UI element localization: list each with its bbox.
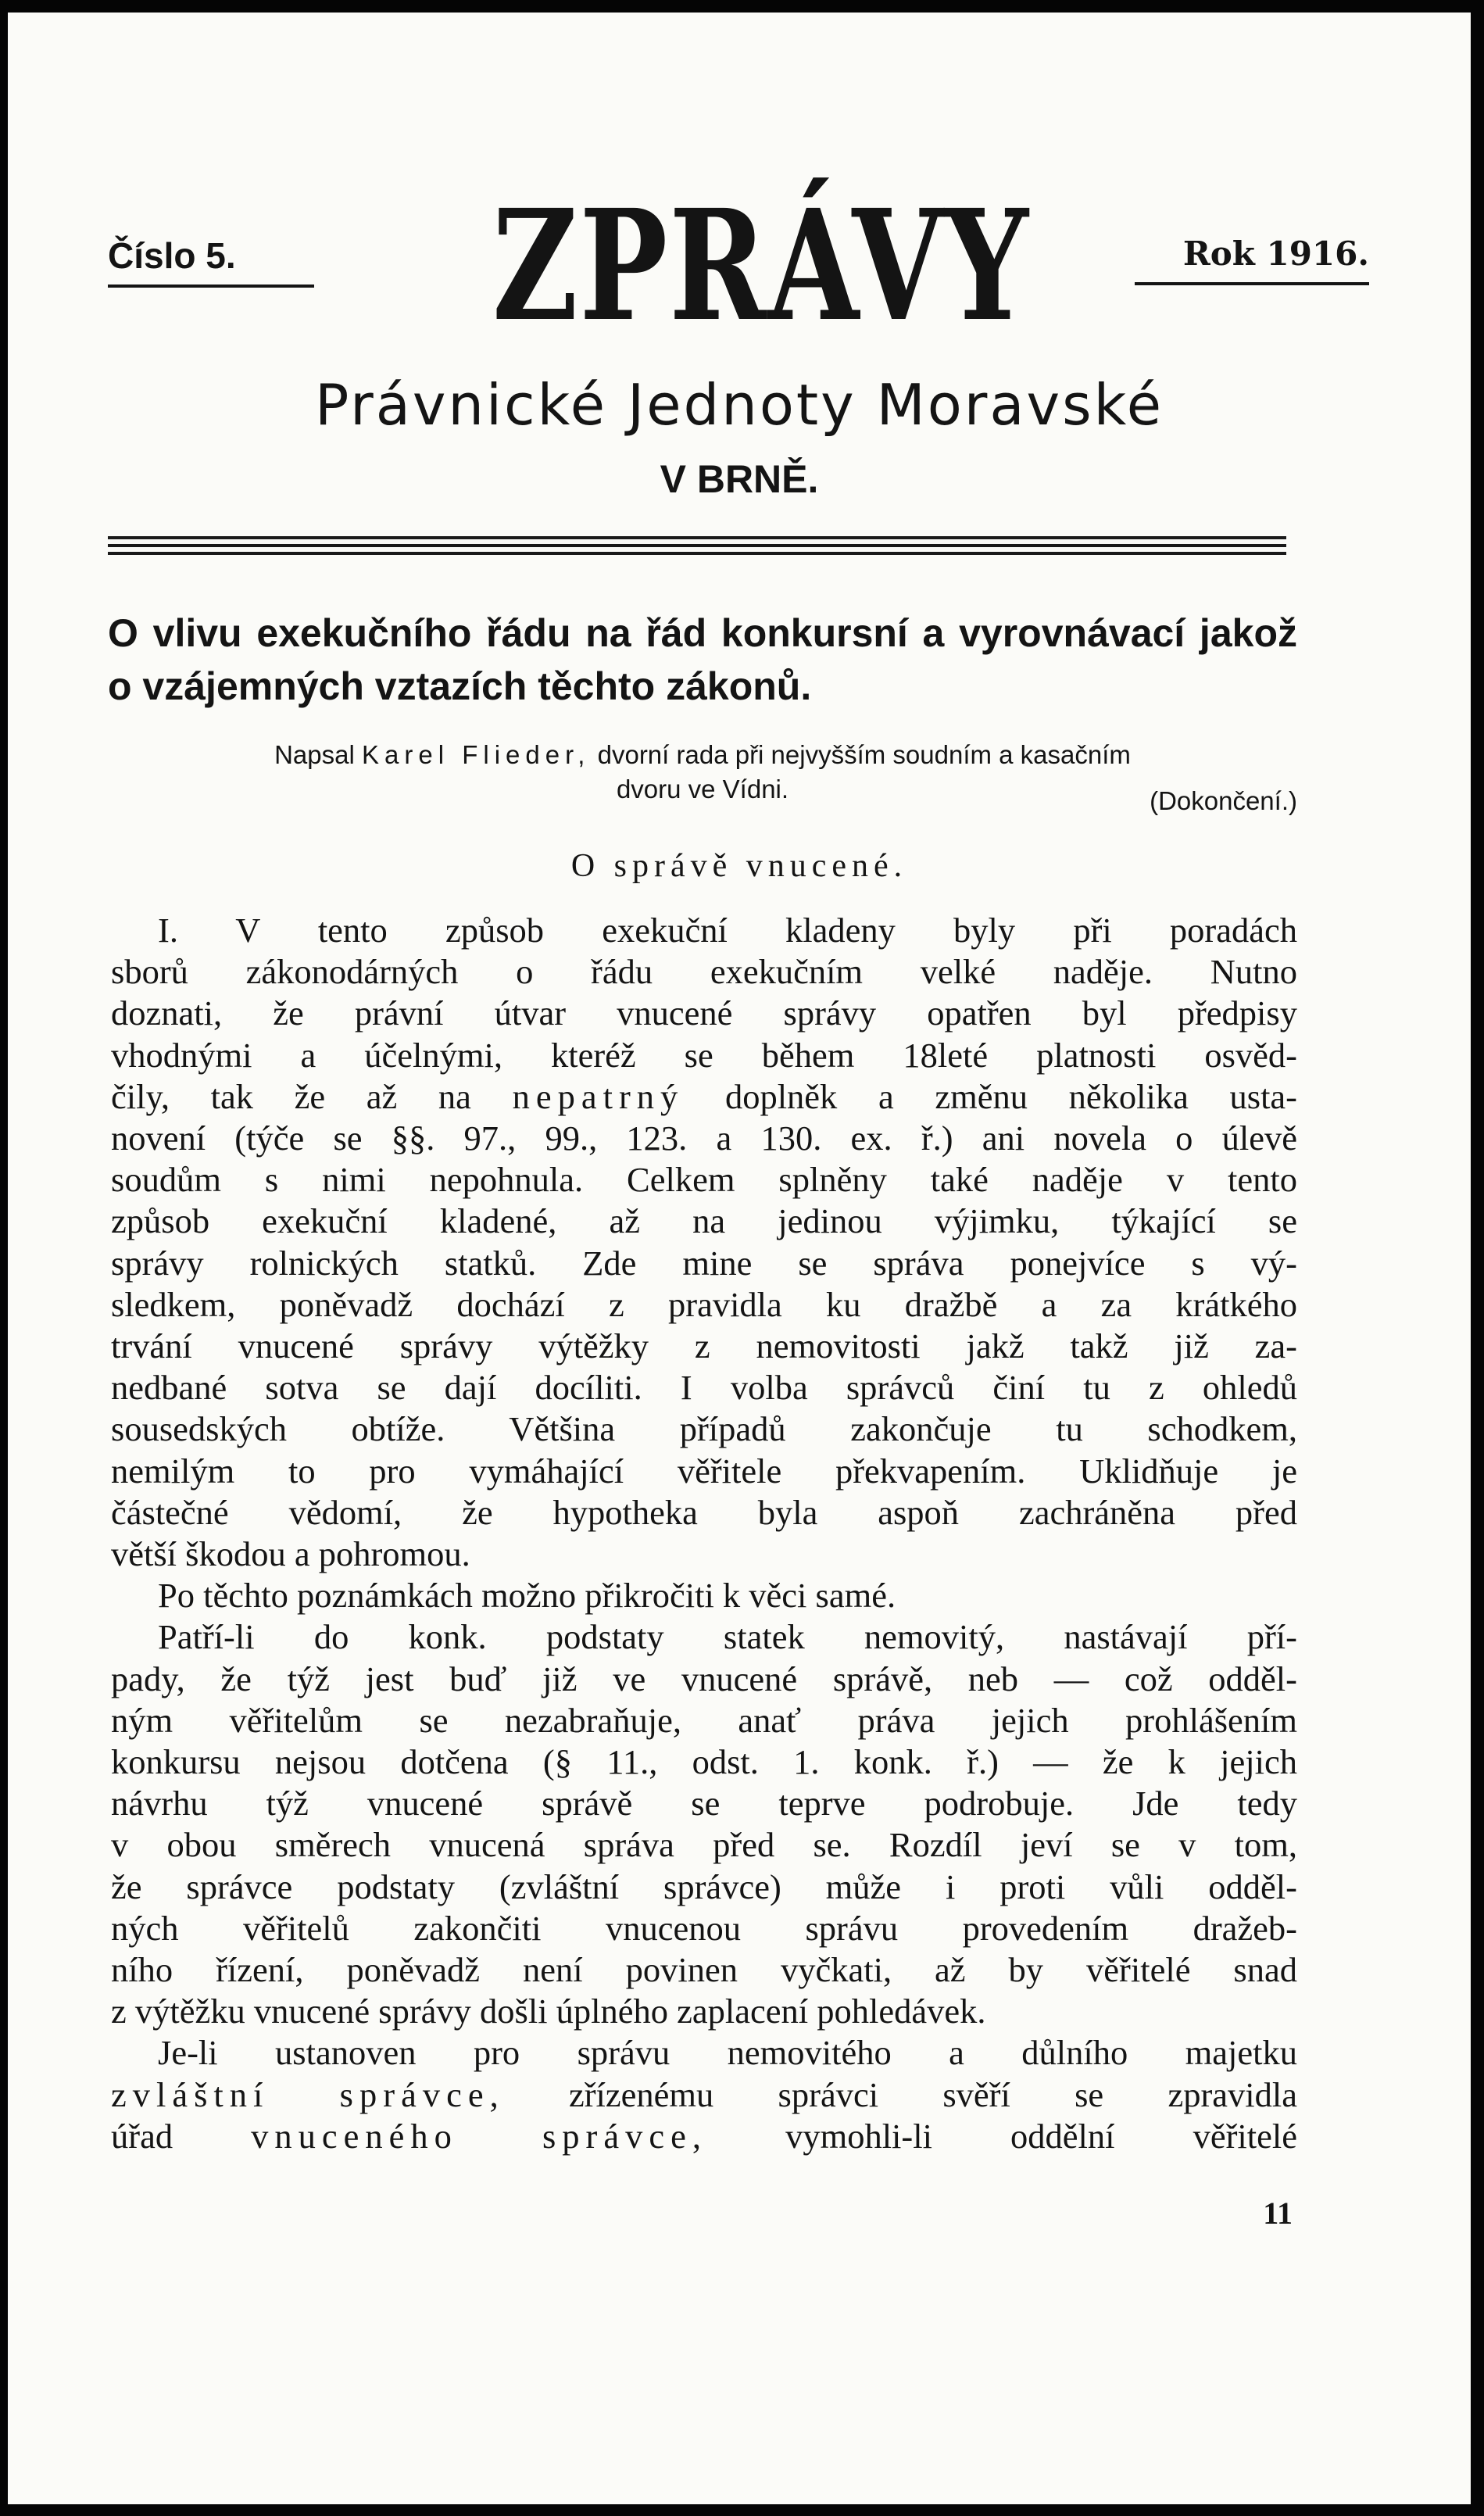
spaced-emphasis: zvláštní správce,	[111, 2074, 505, 2114]
text-line: sousedských obtíže. Většina případů zakončuje tu schodkem,	[111, 1409, 1297, 1449]
text-line: ního řízení, poněvadž není povinen vyčkati, až by věřitelé snad	[111, 1950, 1297, 1990]
byline-line-1	[108, 738, 1297, 772]
text-line: návrhu týž vnucené správě se teprve podrobuje. Jde tedy	[111, 1784, 1297, 1823]
text-line: konkursu nejsou dotčena (§ 11., odst. 1. konk. ř.) — že k jejich	[111, 1742, 1297, 1782]
continued-note: (Dokončení.)	[1150, 786, 1297, 815]
byline-line-2: dvoru ve Vídni.	[616, 775, 789, 803]
issue-year: Rok 1916.	[1135, 234, 1369, 285]
byline-prefix: Napsal	[274, 740, 355, 769]
text-line: trvání vnucené správy výtěžky z nemovitosti jakž takž již za-	[111, 1326, 1297, 1366]
text-line: větší škodou a pohromou.	[111, 1534, 470, 1574]
text-line: Je-li ustanoven pro správu nemovitého a důlního majetku	[158, 2033, 1297, 2073]
text-segment: vymohli-li oddělní věřitelé	[785, 2116, 1297, 2156]
divider-line	[108, 536, 1286, 539]
text-line: sborů zákonodárných o řádu exekučním velké naděje. Nutno	[111, 952, 1297, 992]
text-line: způsob exekuční kladené, až na jedinou výjimku, týkající se	[111, 1201, 1297, 1241]
publication-subtitle: Právnické Jednoty Moravské	[314, 372, 1164, 438]
text-line	[111, 2116, 1297, 2157]
text-line: ných věřitelů zakončiti vnucenou správu provedením dražeb-	[111, 1908, 1297, 1948]
text-line: Po těchto poznámkách možno přikročiti k věci samé.	[158, 1576, 896, 1616]
spaced-emphasis: nepatrný	[512, 1076, 685, 1116]
text-line: že správce podstaty (zvláštní správce) může i proti vůli odděl-	[111, 1866, 1297, 1906]
text-segment: zřízenému správci svěří se zpravidla	[568, 2074, 1297, 2114]
document-page	[8, 13, 1471, 2504]
text-line	[111, 1076, 1297, 1118]
text-line: I. V tento způsob exekuční kladeny byly při poradách	[158, 911, 1297, 950]
text-segment: čily, tak že až na	[111, 1076, 471, 1116]
text-line: částečné vědomí, že hypotheka byla aspoň zachráněna před	[111, 1492, 1297, 1532]
page-number: 11	[1263, 2196, 1293, 2231]
header-divider	[108, 536, 1286, 560]
article-title: O vlivu exekučního řádu na řád konkursní a vyrovnávací jakož o vzájemných vztazích těchto zákonů.	[108, 611, 1297, 708]
header	[8, 177, 1471, 356]
text-segment: úřad	[111, 2116, 173, 2156]
text-line: soudům s nimi nepohnula. Celkem splněny také naděje v tento	[111, 1160, 1297, 1200]
byline	[108, 738, 1297, 807]
article-body	[111, 910, 1297, 2157]
byline-rest: dvorní rada při nejvyšším soudním a kasačním	[597, 740, 1131, 769]
section-heading: O správě vnucené.	[570, 848, 908, 884]
text-line: nemilým to pro vymáhající věřitele překvapením. Uklidňuje je	[111, 1451, 1297, 1491]
text-line	[111, 2074, 1297, 2116]
text-line: doznati, že právní útvar vnucené správy opatřen byl předpisy	[111, 993, 1297, 1033]
publication-city: V BRNĚ.	[660, 457, 819, 501]
text-line: vhodnými a účelnými, kteréž se během 18leté platnosti osvěd-	[111, 1035, 1297, 1075]
spaced-emphasis: vnuceného správce,	[251, 2116, 707, 2156]
text-segment: doplněk a změnu několika usta-	[724, 1076, 1298, 1116]
masthead-title: ZPRÁVY	[492, 177, 1030, 356]
text-line: pady, že týž jest buď již ve vnucené správě, neb — což odděl-	[111, 1659, 1297, 1698]
text-line: ným věřitelům se nezabraňuje, anať práva jejich prohlášením	[111, 1700, 1297, 1740]
issue-number: Číslo 5.	[108, 234, 314, 288]
author-name: Karel Flieder,	[362, 740, 591, 769]
text-line: z výtěžku vnucené správy došli úplného zaplacení pohledávek.	[111, 1992, 986, 2031]
text-line: Patří-li do konk. podstaty statek nemovitý, nastávají pří-	[158, 1617, 1297, 1657]
text-line: novení (týče se §§. 97., 99., 123. a 130. ex. ř.) ani novela o úlevě	[111, 1118, 1297, 1158]
text-line: sledkem, poněvadž dochází z pravidla ku dražbě a za krátkého	[111, 1284, 1297, 1324]
text-line: v obou směrech vnucená správa před se. Rozdíl jeví se v tom,	[111, 1825, 1297, 1865]
divider-line	[108, 552, 1286, 555]
text-line: správy rolnických statků. Zde mine se správa ponejvíce s vý-	[111, 1243, 1297, 1283]
text-line: nedbané sotva se dají docíliti. I volba správců činí tu z ohledů	[111, 1368, 1297, 1408]
divider-line	[108, 544, 1286, 547]
